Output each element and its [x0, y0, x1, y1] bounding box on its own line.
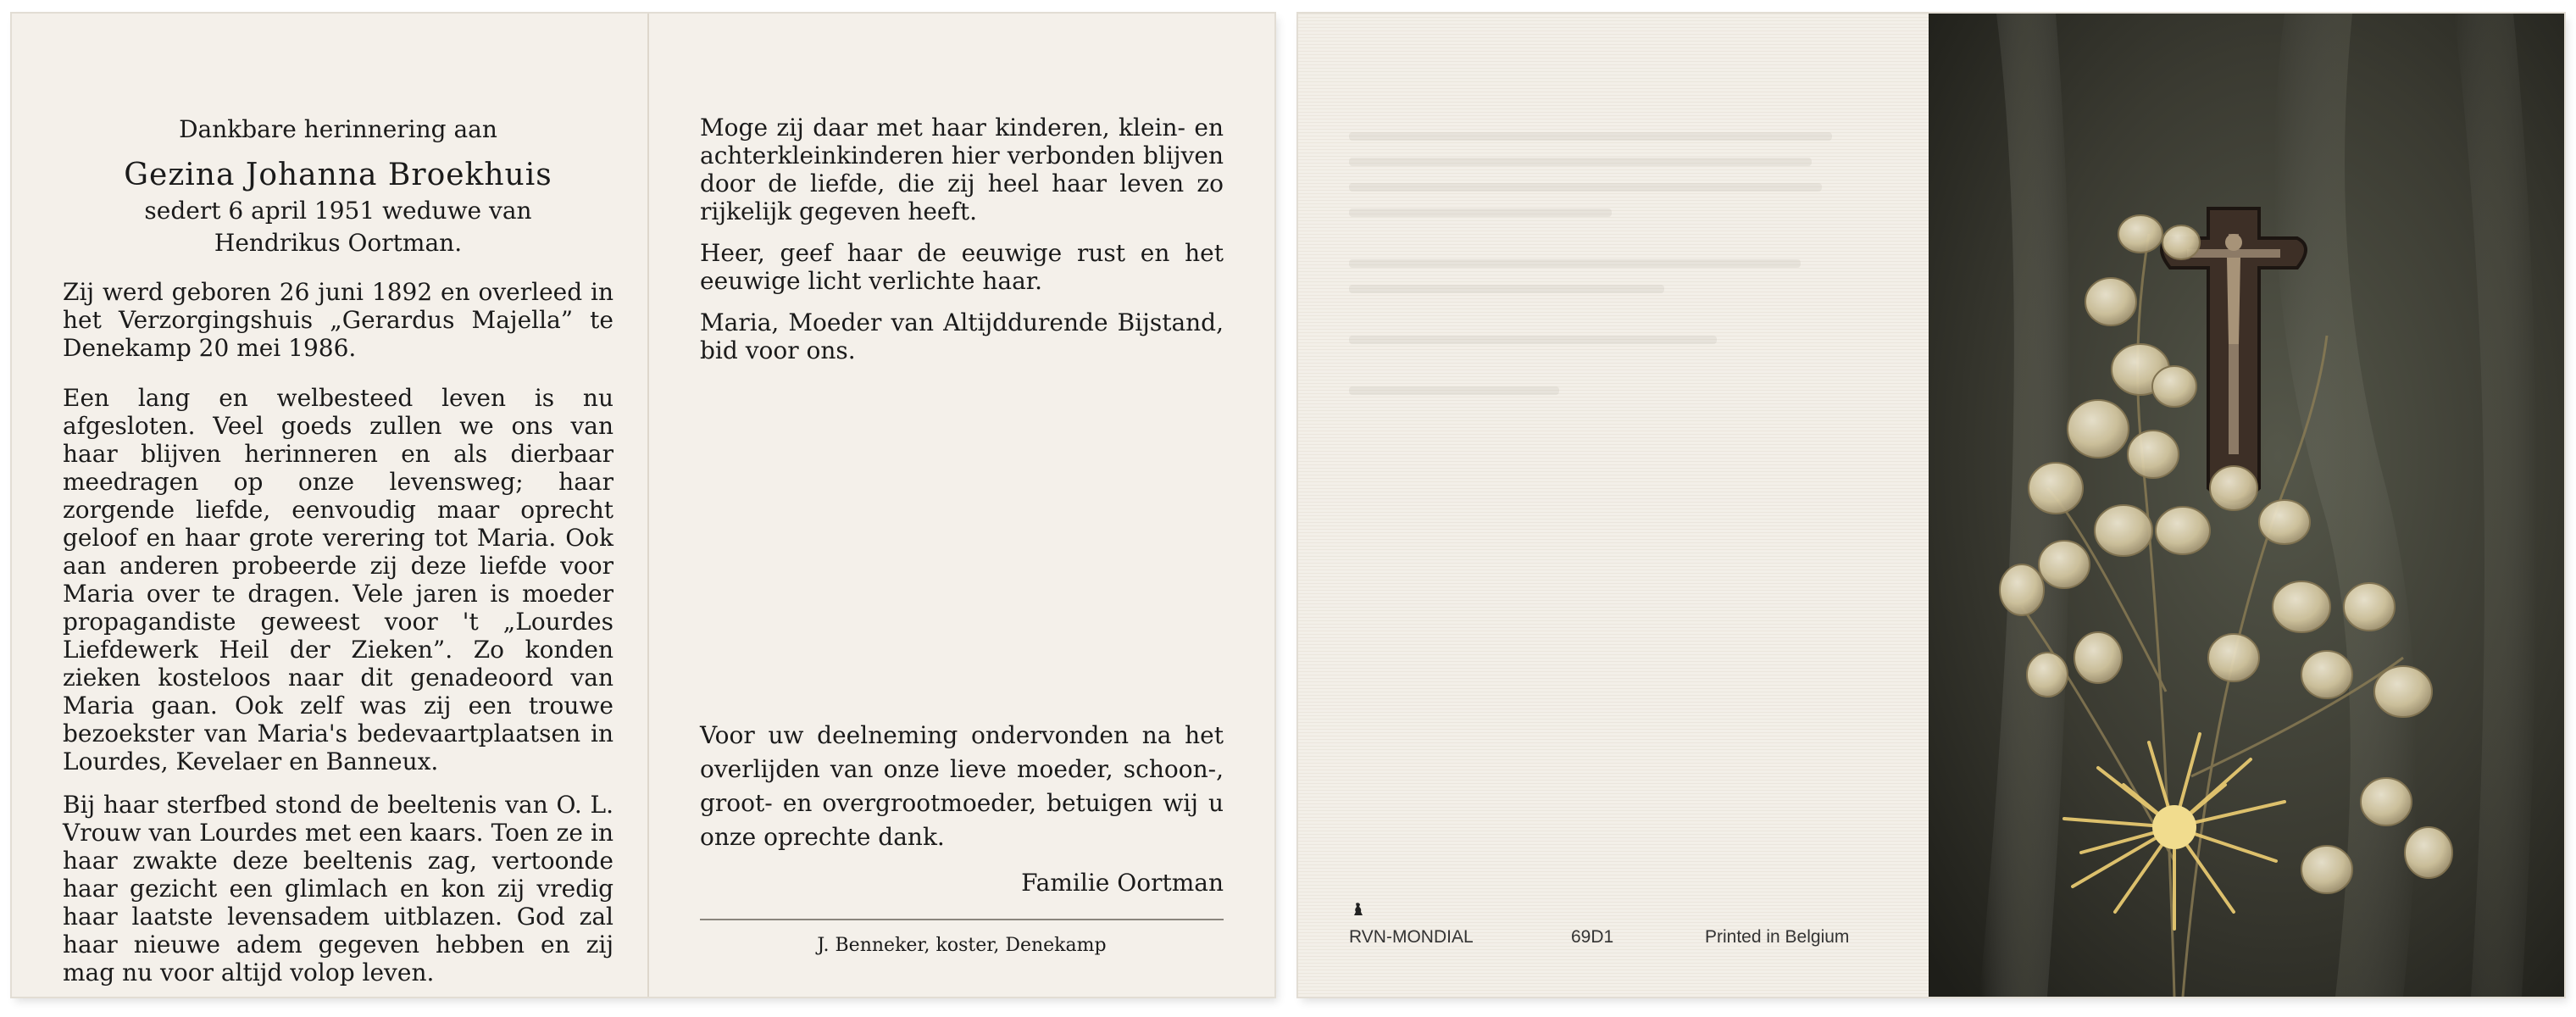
birth-death-paragraph: Zij werd geboren 26 juni 1892 en overleed in het Verzorgingshuis „Gerardus Majella” te Denekamp 20 mei 1986.	[63, 278, 613, 362]
deceased-name: Gezina Johanna Broekhuis	[124, 158, 552, 192]
thanks-block	[700, 719, 1224, 958]
blank-back-panel	[1298, 14, 1929, 997]
prayer-paragraph-1: Moge zij daar met haar kinderen, klein- en achterkleinkinderen hier verbonden blijven door de liefde, die zij heel haar leven zo rijkelijk gegeven heeft.	[700, 114, 1224, 225]
heading: Dankbare herinnering aan	[179, 115, 497, 143]
crucifix-photo	[1929, 14, 2564, 997]
memorial-card-outside	[1298, 14, 2564, 997]
signature: Familie Oortman	[1021, 869, 1224, 897]
memorial-panel-left	[12, 14, 647, 997]
life-paragraph: Een lang en welbesteed leven is nu afgesloten. Veel goeds zullen we ons van haar blijven herinneren en als dierbaar meedragen op onze levensweg; haar zorgende liefde, eenvoudig maar oprecht geloof en haar grote verering tot Maria. Ook aan anderen probeerde zij deze liefde voor Maria over te dragen. Vele jaren is moeder propagandiste geweest voor 't „Lourdes Liefdewerk Heil der Zieken”. Zo konden zieken kosteloos naar dit genadeoord van Maria gaan. Ook zelf was zij een trouwe bezoekster van Maria's bedevaartplaatsen in Lourdes, Kevelaer en Banneux.	[63, 384, 613, 775]
printer-credit: J. Benneker, koster, Denekamp	[817, 935, 1107, 956]
card-code: 69D1	[1571, 927, 1614, 947]
thanks-text: Voor uw deelneming ondervonden na het overlijden van onze lieve moeder, schoon-, groot- en overgrootmoeder, betuigen wij u onze oprechte dank.	[700, 721, 1224, 851]
printed-in: Printed in Belgium	[1705, 927, 1850, 947]
deathbed-paragraph: Bij haar sterfbed stond de beeltenis van O. L. Vrouw van Lourdes met een kaars. Toen ze in haar zwakte deze beeltenis zag, vertoonde haar gezicht een glimlach en kon zij vredig haar laatste levensadem uitblazen. God zal haar nieuwe adem gegeven hebben en zij mag nu voor altijd volop leven.	[63, 791, 613, 986]
divider	[700, 919, 1224, 920]
publisher-name: RVN-MONDIAL	[1349, 927, 1474, 947]
show-through-text	[1349, 115, 1874, 395]
prayer-paragraph-3: Maria, Moeder van Altijddurende Bijstand, bid voor ons.	[700, 308, 1224, 364]
prayer-paragraph-2: Heer, geef haar de eeuwige rust en het eeuwige licht verlichte haar.	[700, 239, 1224, 295]
memorial-panel-right	[649, 14, 1274, 997]
widow-line-2: Hendrikus Oortman.	[214, 229, 463, 257]
memorial-card-inside	[12, 14, 1274, 997]
publisher-logo-icon	[1352, 902, 1364, 917]
photo-image	[1929, 14, 2564, 997]
widow-line-1: sedert 6 april 1951 weduwe van	[144, 197, 532, 225]
